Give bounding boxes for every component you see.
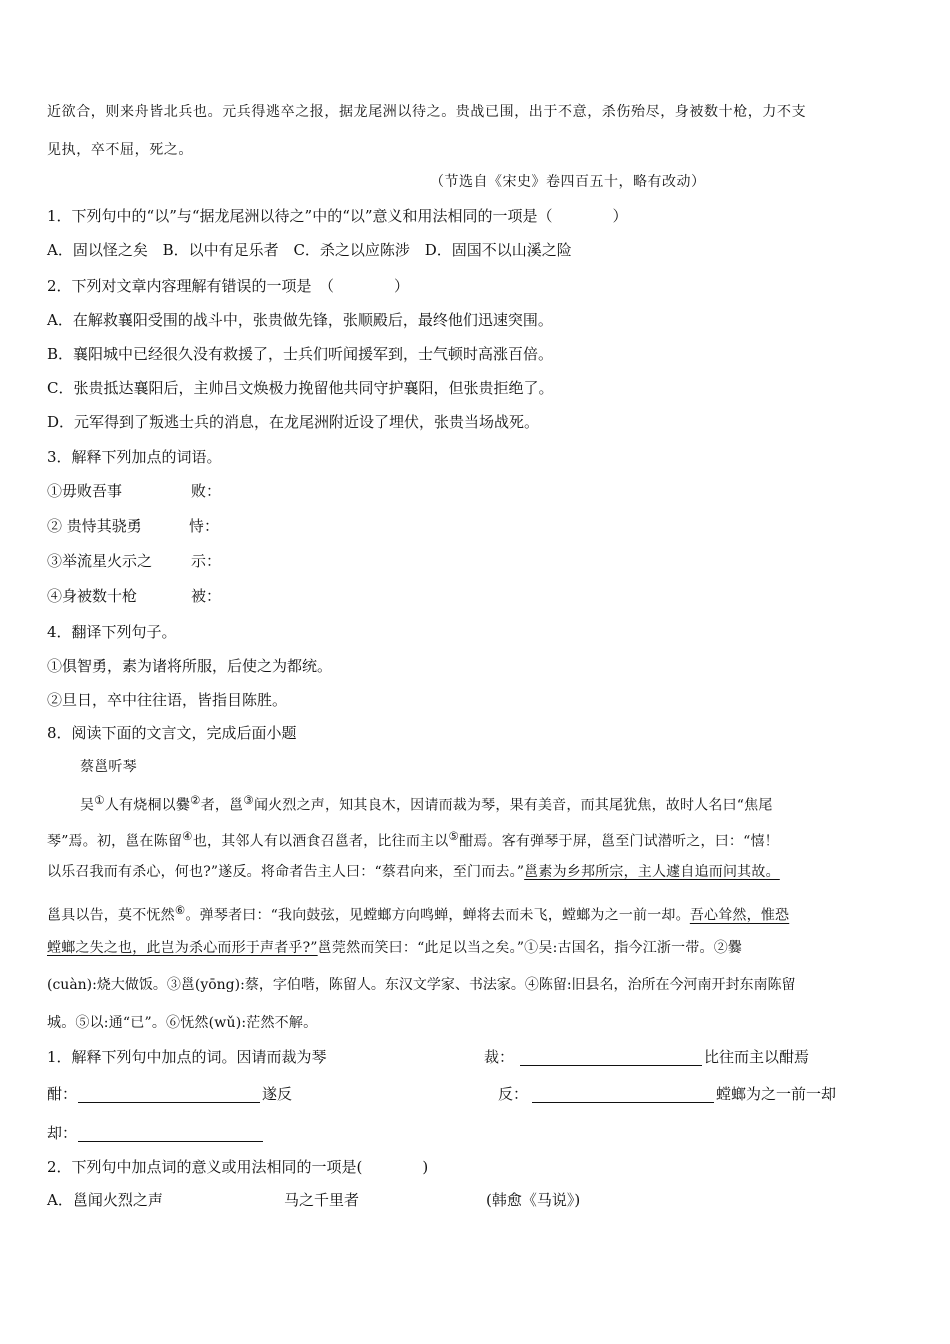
question-3-stem: 3．解释下列加点的词语。 (47, 448, 222, 466)
vocab-word: 恃： (189, 517, 220, 535)
passage-line: 见执，卒不屈，死之。 (47, 142, 193, 158)
passage-line: 以乐召我而有杀心，何也?”遂反。将命者告主人曰：“蔡君向来，至门而去。”邕素为乡邦所宗，主人遽自追而问其故。 (47, 864, 780, 880)
fill-label: 反： (498, 1085, 529, 1103)
fill-label: 裁： (484, 1048, 515, 1066)
option-a: A．邕闻火烈之声 (47, 1191, 163, 1209)
underlined-sentence: 邕素为乡邦所宗，主人遽自追而问其故。 (524, 864, 780, 880)
vocab-phrase: ③举流星火示之 (47, 552, 153, 570)
footnote-marker: ⑥ (174, 903, 186, 917)
option-a-source: (韩愈《马说》) (486, 1191, 581, 1209)
sub-question-1-stem: 1．解释下列句中加点的词。因请而裁为琴 (47, 1048, 327, 1066)
option-a-compare: 马之千里者 (284, 1191, 360, 1209)
vocab-word: 败： (191, 482, 222, 500)
underlined-sentence: 螳螂之失之也，此岂为杀心而形于声者乎?” (47, 940, 318, 956)
vocab-phrase: ② 贵恃其骁勇 (47, 517, 142, 535)
passage-line: 螳螂之失之也，此岂为杀心而形于声者乎?”邕莞然而笑曰：“此足以当之矣。”①吴:古国名，指今江浙一带。②爨 (47, 940, 743, 956)
option-d: D．元军得到了叛逃士兵的消息，在龙尾洲附近设了埋伏，张贵当场战死。 (47, 413, 540, 431)
vocab-word: 示： (191, 552, 222, 570)
footnote-line: 城。⑤以:通“已”。⑥怃然(wǔ):茫然不解。 (47, 1015, 318, 1031)
question-1-stem: 1．下列句中的“以”与“据龙尾洲以待之”中的“以”意义和用法相同的一项是（ ） (47, 207, 628, 225)
fill-label: 酣： (47, 1085, 78, 1103)
footnote-marker: ② (190, 793, 201, 807)
option-a: A．在解救襄阳受围的战斗中，张贵做先锋，张顺殿后，最终他们迅速突围。 (47, 311, 553, 329)
translation-item: ①俱智勇，素为诸将所服，后使之为都统。 (47, 657, 333, 675)
question-2-stem: 2．下列对文章内容理解有错误的一项是 （ ） (47, 277, 410, 295)
sub-question-sentence: 比往而主以酣焉 (704, 1048, 810, 1066)
passage-title: 蔡邕听琴 (80, 759, 137, 775)
option-b: B．以中有足乐者 (162, 241, 279, 259)
question-4-stem: 4．翻译下列句子。 (47, 623, 177, 641)
answer-blank[interactable] (532, 1086, 714, 1103)
source-citation: （节选自《宋史》卷四百五十，略有改动） (430, 174, 706, 190)
answer-blank[interactable] (78, 1086, 260, 1103)
section-8-heading: 8．阅读下面的文言文，完成后面小题 (47, 724, 297, 742)
underlined-sentence: 吾心耸然，惟恐 (689, 907, 790, 924)
passage-line: 吴①人有烧桐以爨②者，邕③闻火烈之声，知其良木，因请而裁为琴，果有美音，而其尾犹焦，故时人名曰“焦尾 (80, 793, 773, 814)
footnote-marker: ④ (182, 829, 193, 843)
passage-line: 近欲合，则来舟皆北兵也。元兵得逃卒之报，据龙尾洲以待之。贵战已围，出于不意，杀伤殆尽，身被数十枪，力不支 (47, 104, 807, 120)
fill-label: 却： (47, 1124, 78, 1142)
translation-item: ②旦日，卒中往往语，皆指目陈胜。 (47, 691, 288, 709)
answer-blank[interactable] (520, 1049, 702, 1066)
footnote-marker: ③ (243, 793, 254, 807)
option-c: C．杀之以应陈涉 (293, 241, 410, 259)
footnote-line: (cuàn):烧大做饭。③邕(yōng):蔡，字伯喈，陈留人。东汉文学家、书法家。④陈留:旧县名，治所在今河南开封东南陈留 (47, 977, 796, 993)
passage-line: 琴”焉。初，邕在陈留④也，其邻人有以酒食召邕者，比往而主以⑤酣焉。客有弹琴于屏，邕至门试潜听之，曰：“憘！ (47, 829, 779, 850)
vocab-phrase: ④身被数十枪 (47, 587, 138, 605)
footnote-marker: ⑤ (448, 829, 460, 843)
vocab-word: 被： (191, 587, 222, 605)
sub-question-sentence: 遂反 (262, 1085, 293, 1103)
answer-blank[interactable] (78, 1125, 263, 1142)
option-a: A．固以怪之矣 (47, 241, 148, 259)
option-b: B．襄阳城中已经很久没有救援了，士兵们听闻援军到，士气顿时高涨百倍。 (47, 345, 554, 363)
footnote-marker: ① (94, 793, 105, 807)
option-c: C．张贵抵达襄阳后，主帅吕文焕极力挽留他共同守护襄阳，但张贵拒绝了。 (47, 379, 554, 397)
sub-question-2-stem: 2．下列句中加点词的意义或用法相同的一项是( ) (47, 1158, 429, 1176)
sub-question-sentence: 螳螂为之一前一却 (716, 1085, 837, 1103)
passage-line: 邕具以告，莫不怃然⑥。弹琴者曰：“我向鼓弦，见螳螂方向鸣蝉，蝉将去而未飞，螳螂为之一前一却。吾心耸然，惟恐 (47, 903, 790, 924)
option-d: D．固国不以山溪之险 (424, 241, 572, 259)
vocab-phrase: ①毋败吾事 (47, 482, 123, 500)
question-1-options (47, 240, 572, 260)
